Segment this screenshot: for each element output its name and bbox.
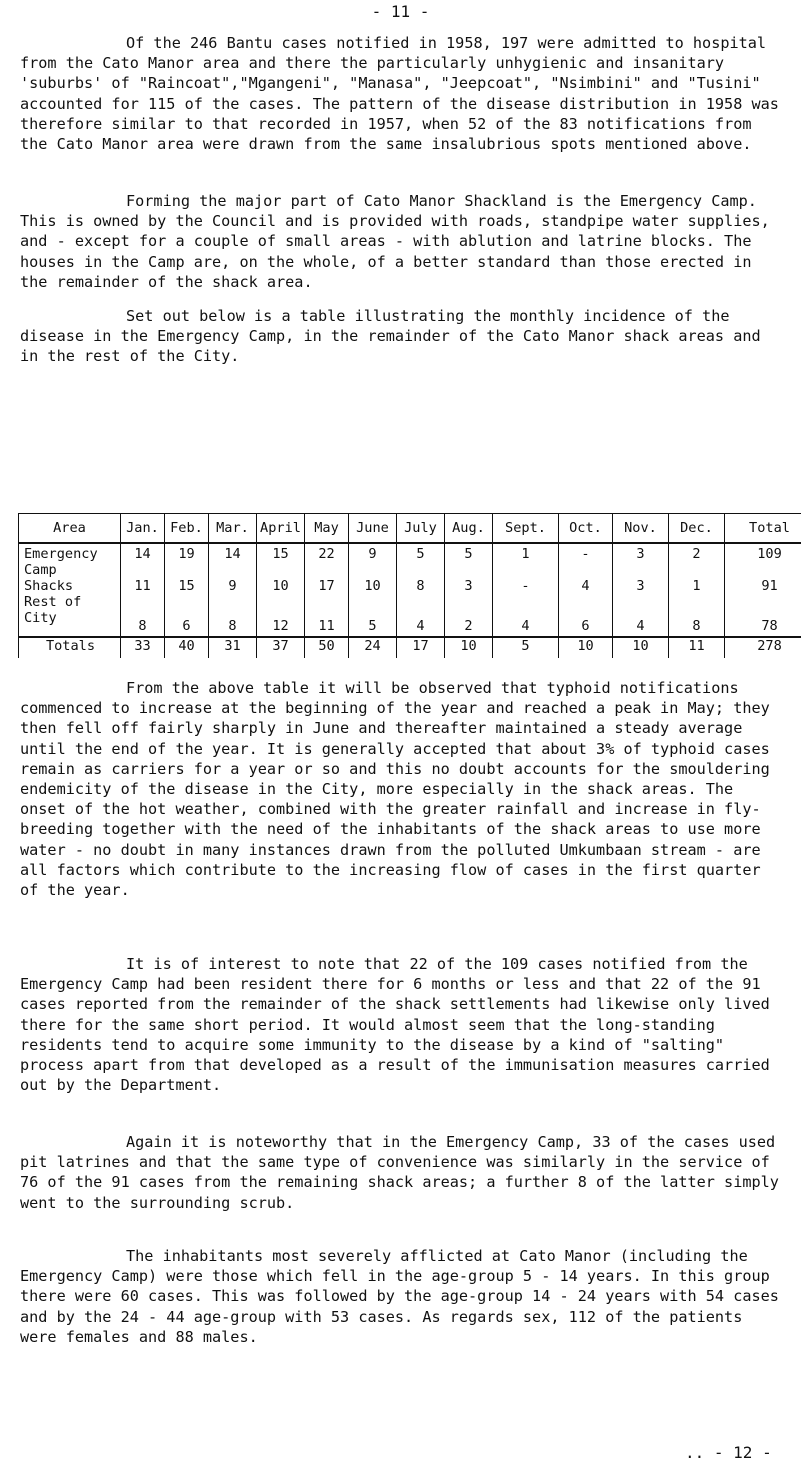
table-row — [19, 578, 801, 594]
header-oct: Oct. — [559, 514, 613, 544]
table-cell: 9 — [209, 578, 257, 594]
table-row — [19, 594, 801, 637]
table-cell: 10 — [257, 578, 305, 594]
table-cell: 11 — [121, 578, 165, 594]
table-cell: 14 — [121, 543, 165, 578]
paragraph-residence: It is of interest to note that 22 of the 109 cases notified from the Emergency Camp had been resident there for 6 months or less and that 22 of the 91 cases reported from the remainder of the shack settlements had likewise only lived there for the same short period. It would almost seem that the long-standing residents tend to acquire some immunity to the disease by a kind of "salting" process apart from that developed as a result of the immunisation measures carried out by the Department. — [20, 955, 770, 1095]
table-row — [19, 543, 801, 578]
paragraph-emergency-camp: Forming the major part of Cato Manor Shackland is the Emergency Camp. This is owned by the Council and is provided with roads, standpipe water supplies, and - except for a couple of small areas - with ablution and latrine blocks. The houses in the Camp are, on the whole, of a better standard than those erected in the remainder of the shack area. — [20, 192, 770, 291]
table-cell: 4 — [613, 594, 669, 637]
paragraph-observations: From the above table it will be observed that typhoid notifications commenced to increase at the beginning of the year and reached a peak in May; they then fell off fairly sharply in June and thereafter maintained a steady average until the end of the year. It is generally accepted that about 3% of typhoid cases remain as carriers for a year or so and this no doubt accounts for the smouldering endemicity of the disease in the City, more especially in the shack areas. The onset of the hot weather, combined with the greater rainfall and increase in fly-breeding together with the need of the inhabitants of the shack areas to use more water - no doubt in many instances drawn from the polluted Umkumbaan stream - are all factors which contribute to the increasing flow of cases in the first quarter of the year. — [20, 679, 770, 900]
totals-cell: 17 — [397, 637, 445, 658]
header-july: July — [397, 514, 445, 544]
table-cell: 3 — [613, 543, 669, 578]
table-cell: 6 — [165, 594, 209, 637]
table-cell: 6 — [559, 594, 613, 637]
page-number: - 11 - — [371, 2, 430, 21]
table-cell: 8 — [397, 578, 445, 594]
totals-cell: 278 — [725, 637, 801, 658]
table-cell: 109 — [725, 543, 801, 578]
table-cell: 78 — [725, 594, 801, 637]
table-cell: 3 — [445, 578, 493, 594]
totals-cell: 10 — [445, 637, 493, 658]
totals-cell: 10 — [559, 637, 613, 658]
header-mar: Mar. — [209, 514, 257, 544]
table-cell: 10 — [349, 578, 397, 594]
table-cell: 22 — [305, 543, 349, 578]
header-feb: Feb. — [165, 514, 209, 544]
header-jan: Jan. — [121, 514, 165, 544]
table-cell: 4 — [559, 578, 613, 594]
table-cell: 9 — [349, 543, 397, 578]
table-cell: 19 — [165, 543, 209, 578]
header-april: April — [257, 514, 305, 544]
totals-cell: 50 — [305, 637, 349, 658]
paragraph-age-groups: The inhabitants most severely afflicted at Cato Manor (including the Emergency Camp) were those which fell in the age-group 5 - 14 years. In this group there were 60 cases. This was followed by the age-group 14 - 24 years with 54 cases and by the 24 - 44 age-group with 53 cases. As regards sex, 112 of the patients were females and 88 males. — [20, 1247, 779, 1346]
table-cell: 3 — [613, 578, 669, 594]
header-sept: Sept. — [493, 514, 559, 544]
table-cell: 2 — [669, 543, 725, 578]
header-total: Total — [725, 514, 801, 544]
table-cell: 5 — [397, 543, 445, 578]
totals-cell: 10 — [613, 637, 669, 658]
paragraph-table-intro: Set out below is a table illustrating the monthly incidence of the disease in the Emergency Camp, in the remainder of the Cato Manor shack areas and in the rest of the City. — [20, 307, 761, 366]
table-cell: 1 — [669, 578, 725, 594]
header-may: May — [305, 514, 349, 544]
table-cell: 5 — [445, 543, 493, 578]
totals-cell: 11 — [669, 637, 725, 658]
table-cell: 91 — [725, 578, 801, 594]
table-cell: 17 — [305, 578, 349, 594]
table-cell: 2 — [445, 594, 493, 637]
incidence-table — [18, 513, 801, 658]
totals-row — [19, 637, 801, 658]
table-cell: 15 — [165, 578, 209, 594]
totals-cell: 24 — [349, 637, 397, 658]
paragraph-latrines: Again it is noteworthy that in the Emergency Camp, 33 of the cases used pit latrines and that the same type of convenience was similarly in the service of 76 of the 91 cases from the remaining shack areas; a further 8 of the latter simply went to the surrounding scrub. — [20, 1133, 779, 1212]
table-cell: 4 — [397, 594, 445, 637]
totals-cell: 40 — [165, 637, 209, 658]
row-label: Rest of City — [19, 594, 121, 637]
table-cell: 4 — [493, 594, 559, 637]
totals-label: Totals — [19, 637, 121, 658]
table-cell: 15 — [257, 543, 305, 578]
table-cell: 8 — [209, 594, 257, 637]
header-area: Area — [19, 514, 121, 544]
totals-cell: 31 — [209, 637, 257, 658]
table-cell: 8 — [121, 594, 165, 637]
table-cell: 5 — [349, 594, 397, 637]
row-label: Shacks — [19, 578, 121, 594]
table-cell: - — [559, 543, 613, 578]
table-header-row — [19, 514, 801, 544]
row-label: Emergency Camp — [19, 543, 121, 578]
table-cell: - — [493, 578, 559, 594]
paragraph-cato-manor-cases: Of the 246 Bantu cases notified in 1958, 197 were admitted to hospital from the Cato Manor area and there the particularly unhygienic and insanitary 'suburbs' of "Raincoat","Mgangeni", "Manasa", "Jeepcoat", "Nsimbini" and "Tusini" accounted for 115 of the cases. The pattern of the disease distribution in 1958 was therefore similar to that recorded in 1957, when 52 of the 83 notifications from the Cato Manor area were drawn from the same insalubrious spots mentioned above. — [20, 34, 779, 154]
table-cell: 1 — [493, 543, 559, 578]
table-cell: 14 — [209, 543, 257, 578]
table-cell: 11 — [305, 594, 349, 637]
totals-cell: 33 — [121, 637, 165, 658]
totals-cell: 5 — [493, 637, 559, 658]
header-dec: Dec. — [669, 514, 725, 544]
totals-cell: 37 — [257, 637, 305, 658]
header-nov: Nov. — [613, 514, 669, 544]
table-cell: 8 — [669, 594, 725, 637]
header-aug: Aug. — [445, 514, 493, 544]
header-june: June — [349, 514, 397, 544]
next-page-marker: .. - 12 - — [685, 1443, 772, 1462]
table-cell: 12 — [257, 594, 305, 637]
